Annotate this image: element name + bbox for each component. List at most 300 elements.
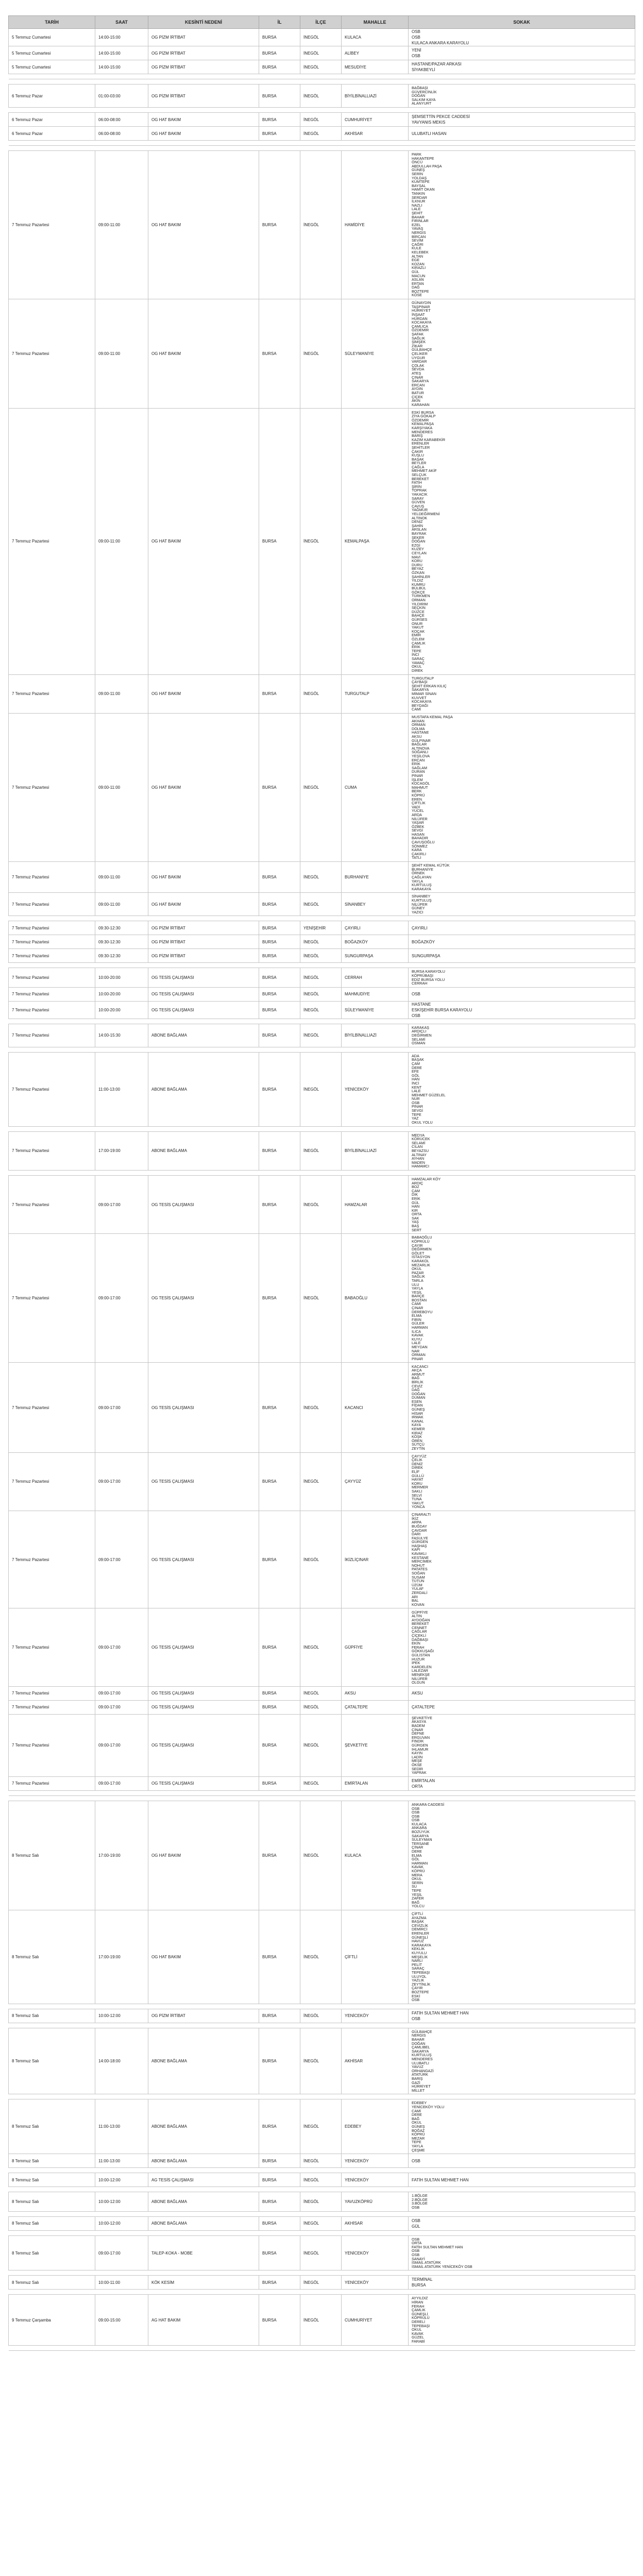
- street-name: KARDELEN: [412, 1664, 432, 1669]
- street-name: AKHAN: [412, 718, 425, 723]
- row-separator: [9, 1790, 635, 1795]
- date-cell: 7 Temmuz Pazartesi: [9, 1608, 95, 1686]
- street-name: ZERDALİ: [412, 1590, 428, 1595]
- province-cell: BURSA: [259, 1001, 300, 1019]
- street-cell: [409, 987, 635, 1001]
- street-name: BİRCAN: [412, 234, 426, 239]
- street-name: PATATES: [412, 1567, 428, 1572]
- street-cell: [409, 1363, 635, 1452]
- street-name: SERDAR: [412, 195, 427, 200]
- street-name: İKİZ: [412, 1516, 419, 1521]
- street-name: ÇİNAR: [412, 1727, 424, 1732]
- street-name: YULAF: [412, 1586, 424, 1591]
- street-name: KURTULUŞ: [412, 897, 432, 903]
- street-cell: [409, 2099, 635, 2154]
- province-cell: BURSA: [259, 1024, 300, 1047]
- reason-cell: OG HAT BAKIM: [148, 127, 259, 141]
- outage-schedule: [8, 15, 635, 2351]
- reason-cell: OG HAT BAKIM: [148, 674, 259, 713]
- table-row: [9, 1714, 635, 1776]
- separator-cell: [9, 963, 635, 968]
- street-name: HARMAN: [412, 1860, 428, 1866]
- date-cell: 7 Temmuz Pazartesi: [9, 1776, 95, 1790]
- street-name: MERA: [412, 1872, 422, 1877]
- street-name: BEYLER: [412, 461, 427, 466]
- street-name: İSMAİL ATATÜRK: [412, 2260, 441, 2265]
- date-cell: 8 Temmuz Salı: [9, 2235, 95, 2270]
- date-cell: 8 Temmuz Salı: [9, 2192, 95, 2211]
- province-cell: BURSA: [259, 113, 300, 127]
- time-cell: 09:30-12:30: [95, 935, 148, 949]
- street-name: ORTA: [412, 1784, 423, 1789]
- street-name: BAŞAK: [412, 456, 424, 462]
- neighborhood-cell: İKİZLİÇINAR: [342, 1511, 409, 1608]
- street-name: ZEYTİNLİK: [412, 1981, 431, 1987]
- street-name: BAĞBAŞI: [412, 86, 428, 91]
- district-cell: İNEGÖL: [300, 2216, 342, 2230]
- street-name: AYHAN: [412, 1156, 425, 1161]
- time-cell: 10:00-12:00: [95, 2173, 148, 2187]
- street-name: CEYLAN: [412, 550, 427, 555]
- street-name: OSB: [412, 2236, 420, 2242]
- street-name: TURGUTALP: [412, 675, 434, 681]
- street-name: SEDİR: [412, 1766, 423, 1771]
- street-name: ELMA: [412, 1313, 422, 1318]
- district-cell: İNEGÖL: [300, 1052, 342, 1126]
- street-name: CAMİ: [412, 1301, 421, 1307]
- street-name: TEPE: [412, 1112, 421, 1117]
- street-name: ÖZKAN: [412, 570, 425, 575]
- table-header: [9, 16, 635, 29]
- time-cell: 14:00-15:00: [95, 46, 148, 60]
- street-name: DURAN: [412, 769, 425, 774]
- street-name: KAVAK: [412, 1865, 424, 1870]
- street-name: DOĞAN: [412, 539, 426, 544]
- street-name: ÇAVDAR: [412, 1528, 427, 1533]
- street-name: KÖRÜCEK: [412, 1137, 430, 1142]
- street-name: BEYDAĞI: [412, 703, 428, 708]
- street-name: SAKARYA: [412, 379, 429, 384]
- street-name: ŞAFAK: [412, 332, 424, 337]
- street-name: ESKİ BURSA: [412, 410, 434, 415]
- time-cell: 14:00-18:00: [95, 2028, 148, 2094]
- street-name: PELİT: [412, 1962, 422, 1967]
- street-name: YAĞMUR: [412, 507, 428, 513]
- street-name: SERİN: [412, 172, 423, 177]
- separator-cell: [9, 2094, 635, 2099]
- street-cell: [409, 968, 635, 987]
- separator-cell: [9, 2211, 635, 2216]
- province-cell: BURSA: [259, 2216, 300, 2230]
- separator-cell: [9, 1790, 635, 1795]
- street-name: SÜLEYMAN: [412, 1837, 432, 1842]
- street-name: ARDA: [412, 812, 422, 817]
- province-cell: BURSA: [259, 151, 300, 299]
- street-name: HAN: [412, 1077, 420, 1082]
- street-name: BAĞ: [412, 1900, 420, 1905]
- street-cell: [409, 1131, 635, 1170]
- outage-table: [8, 15, 635, 2351]
- street-name: KESTANE: [412, 1555, 429, 1560]
- row-separator: [9, 2290, 635, 2295]
- time-cell: 11:00-13:00: [95, 2154, 148, 2168]
- street-name: KÖSE: [412, 293, 422, 298]
- separator-cell: [9, 1019, 635, 1024]
- street-name: KAVAK: [412, 2331, 424, 2336]
- neighborhood-cell: AKHİSAR: [342, 127, 409, 141]
- street-name: YAZ: [412, 1116, 419, 1121]
- table-row: [9, 2216, 635, 2230]
- date-cell: 7 Temmuz Pazartesi: [9, 1052, 95, 1126]
- street-name: ŞEMSETTİN PEKCE CADDESİ: [412, 114, 470, 119]
- row-separator: [9, 2187, 635, 2192]
- date-cell: 7 Temmuz Pazartesi: [9, 1024, 95, 1047]
- street-name: ÇAKIR: [412, 449, 423, 454]
- street-name: DENİZ: [412, 519, 423, 524]
- reason-cell: AG TESİS ÇALIŞMASI: [148, 2173, 259, 2187]
- street-cell: [409, 674, 635, 713]
- province-cell: BURSA: [259, 968, 300, 987]
- street-name: BAHADIR: [412, 836, 428, 841]
- reason-cell: OG HAT BAKIM: [148, 409, 259, 674]
- street-name: SALKIM KAYA: [412, 97, 436, 102]
- street-name: SAK: [412, 1215, 419, 1221]
- street-name: TEPEBAŞI: [412, 1970, 430, 1975]
- street-name: BURSA KARAYOLU: [412, 969, 445, 974]
- street-name: GÜLİSTAN: [412, 1653, 430, 1658]
- district-cell: İNEGÖL: [300, 29, 342, 46]
- province-cell: BURSA: [259, 409, 300, 674]
- street-name: ŞEHİT ERKAN KILIÇ: [412, 683, 447, 688]
- street-name: MEZAR: [412, 2136, 425, 2141]
- time-cell: 10:00-12:00: [95, 2009, 148, 2023]
- street-name: GÜLPINAR: [412, 738, 431, 743]
- street-name: CENNET: [412, 1625, 427, 1630]
- neighborhood-cell: YENİCEKÖY: [342, 2276, 409, 2290]
- district-cell: İNEGÖL: [300, 2154, 342, 2168]
- street-name: ZEYTİN: [412, 1446, 425, 1451]
- street-name: ALANYURT: [412, 101, 432, 106]
- street-name: ÖRNEK: [412, 871, 425, 876]
- street-name: HASTANE: [412, 1002, 431, 1007]
- street-name: MEHMET GÜZELEL: [412, 1092, 446, 1097]
- street-name: KUZEY: [412, 547, 424, 552]
- street-name: SEVİM: [412, 238, 424, 243]
- district-cell: İNEGÖL: [300, 1363, 342, 1452]
- time-cell: 09:00-11:00: [95, 674, 148, 713]
- district-cell: İNEGÖL: [300, 862, 342, 893]
- street-name: HAYAT: [412, 1477, 424, 1482]
- neighborhood-cell: YAVUZKÖPRÜ: [342, 2192, 409, 2211]
- street-name: YAZICI: [412, 909, 424, 914]
- street-name: İPEK: [412, 1660, 420, 1666]
- street-name: 2.BÖLGE: [412, 2197, 428, 2202]
- time-cell: 09:00-11:00: [95, 299, 148, 409]
- street-name: FATİH SULTAN MEHMET HAN: [412, 2244, 463, 2249]
- reason-cell: OG PİZM İRTİBAT: [148, 935, 259, 949]
- separator-cell: [9, 1170, 635, 1175]
- street-name: KARAKAYA: [412, 1942, 431, 1947]
- street-name: ARMUT: [412, 1371, 425, 1377]
- neighborhood-cell: KULACA: [342, 1801, 409, 1910]
- reason-cell: OG HAT BAKIM: [148, 1801, 259, 1910]
- street-name: İNŞAAT: [412, 312, 425, 317]
- date-cell: 8 Temmuz Salı: [9, 2099, 95, 2154]
- street-name: GÜNEŞLİ: [412, 1935, 428, 1940]
- street-name: KIRAZ: [412, 1430, 423, 1435]
- street-name: KUMTEPE: [412, 179, 430, 184]
- street-cell: [409, 1686, 635, 1700]
- street-name: OSB: [412, 1814, 420, 1819]
- street-name: SEVGİ: [412, 1108, 423, 1113]
- separator-cell: [9, 2270, 635, 2276]
- street-name: ZİKAR: [412, 343, 423, 348]
- date-cell: 8 Temmuz Salı: [9, 1801, 95, 1910]
- street-name: MEZARLIK: [412, 1262, 430, 1267]
- street-name: GÜRSES: [412, 617, 428, 622]
- reason-cell: ABONE BAĞLAMA: [148, 1131, 259, 1170]
- district-cell: İNEGÖL: [300, 1234, 342, 1363]
- date-cell: 8 Temmuz Salı: [9, 1910, 95, 2004]
- separator-cell: [9, 1047, 635, 1052]
- street-name: BÜLBÜL: [412, 586, 426, 591]
- street-name: GÜLBAHÇE: [412, 2029, 432, 2034]
- province-cell: BURSA: [259, 2295, 300, 2345]
- table-row: [9, 29, 635, 46]
- street-name: KARAKAYA: [412, 886, 431, 891]
- neighborhood-cell: BİYİLBİNALLIAZİ: [342, 84, 409, 108]
- neighborhood-cell: BABAOĞLU: [342, 1234, 409, 1363]
- column-header-street: SOKAK: [409, 16, 635, 29]
- street-name: KAVAK: [412, 1333, 424, 1338]
- street-name: KOCAKAYA: [412, 320, 432, 325]
- province-cell: BURSA: [259, 2235, 300, 2270]
- street-name: MEHMET AKİF: [412, 468, 437, 473]
- street-name: ÇINAR: [412, 375, 424, 380]
- street-name: ERCAN: [412, 757, 425, 762]
- table-row: [9, 968, 635, 987]
- street-name: CERRAH: [412, 981, 428, 986]
- district-cell: İNEGÖL: [300, 1801, 342, 1910]
- street-name: ŞEKER: [412, 535, 425, 540]
- province-cell: BURSA: [259, 2099, 300, 2154]
- table-row: [9, 987, 635, 1001]
- time-cell: 17:00-19:00: [95, 1131, 148, 1170]
- street-name: BEREKET: [412, 1621, 429, 1626]
- district-cell: İNEGÖL: [300, 60, 342, 74]
- province-cell: BURSA: [259, 949, 300, 963]
- street-name: OLGUN: [412, 1680, 425, 1685]
- street-name: NOHUT: [412, 1563, 425, 1568]
- street-name: ALTINOVA: [412, 745, 430, 751]
- time-cell: 09:00-11:00: [95, 151, 148, 299]
- street-name: YAYLA: [412, 1286, 424, 1291]
- time-cell: 10:00-20:00: [95, 1001, 148, 1019]
- street-name: ÇEŞME: [412, 2147, 425, 2153]
- street-name: ÇAYIR: [412, 1243, 423, 1248]
- street-name: FARABİ: [412, 2338, 425, 2344]
- table-row: [9, 2276, 635, 2290]
- street-name: ORMAN: [412, 598, 426, 603]
- street-name: MADEN: [412, 1160, 425, 1165]
- reason-cell: OG TESİS ÇALIŞMASI: [148, 1714, 259, 1776]
- street-cell: [409, 1511, 635, 1608]
- street-name: KÖPRÜ: [412, 2132, 425, 2137]
- street-name: HARMAN: [412, 1325, 428, 1330]
- time-cell: 09:00-15:00: [95, 2295, 148, 2345]
- province-cell: BURSA: [259, 2276, 300, 2290]
- street-name: ÜZÜM: [412, 1582, 422, 1587]
- neighborhood-cell: CUMHURİYET: [342, 113, 409, 127]
- date-cell: 7 Temmuz Pazartesi: [9, 862, 95, 893]
- table-row: [9, 921, 635, 935]
- street-name: OKUL: [412, 2327, 422, 2332]
- street-name: KOÇAK: [412, 629, 425, 634]
- neighborhood-cell: BURHANİYE: [342, 862, 409, 893]
- street-name: ÇAĞRI: [412, 242, 424, 247]
- street-name: GÖKÇE: [412, 589, 425, 595]
- province-cell: BURSA: [259, 2192, 300, 2211]
- street-name: BİRLİK: [412, 1379, 424, 1384]
- province-cell: BURSA: [259, 46, 300, 60]
- street-name: SARAY: [412, 496, 424, 501]
- street-name: SELAMİ: [412, 1140, 426, 1145]
- street-name: GÜL: [412, 2224, 420, 2229]
- street-name: OSMAN: [412, 1041, 426, 1046]
- street-name: ESKİŞEHİR BURSA KARAYOLU: [412, 1007, 472, 1012]
- street-name: MİLLET: [412, 2088, 425, 2093]
- row-separator: [9, 1019, 635, 1024]
- street-name: LALE: [412, 1089, 421, 1094]
- row-separator: [9, 1795, 635, 1801]
- date-cell: 7 Temmuz Pazartesi: [9, 1131, 95, 1170]
- street-name: SİYAKBEYLİ: [412, 67, 435, 72]
- street-name: DEMİRCİ: [412, 1927, 428, 1932]
- street-name: İLKNUR: [412, 199, 426, 204]
- street-name: NİLÜFER: [412, 902, 428, 907]
- district-cell: İNEGÖL: [300, 893, 342, 916]
- street-name: EGE: [412, 258, 420, 263]
- time-cell: 06:00-08:00: [95, 127, 148, 141]
- district-cell: İNEGÖL: [300, 713, 342, 861]
- column-header-province: İL: [259, 16, 300, 29]
- table-row: [9, 935, 635, 949]
- province-cell: BURSA: [259, 1700, 300, 1714]
- street-name: TEPE: [412, 648, 421, 653]
- street-name: KAZIM KARABEKİR: [412, 437, 446, 442]
- street-name: GÜNEY: [412, 906, 425, 911]
- street-name: EZEL: [412, 222, 421, 227]
- province-cell: BURSA: [259, 2154, 300, 2168]
- street-name: FIRIN: [412, 1317, 421, 1322]
- row-separator: [9, 79, 635, 84]
- time-cell: 09:00-17:00: [95, 1175, 148, 1233]
- province-cell: BURSA: [259, 1175, 300, 1233]
- time-cell: 09:00-17:00: [95, 1714, 148, 1776]
- street-name: ONUR: [412, 621, 423, 626]
- table-row: [9, 713, 635, 861]
- street-name: BOSTAN: [412, 1297, 427, 1302]
- neighborhood-cell: CERRAH: [342, 968, 409, 987]
- street-name: ÖREN: [412, 1438, 422, 1443]
- province-cell: BURSA: [259, 84, 300, 108]
- reason-cell: ABONE BAĞLAMA: [148, 2154, 259, 2168]
- row-separator: [9, 2094, 635, 2099]
- separator-cell: [9, 2345, 635, 2350]
- street-name: ÇELİK: [412, 1458, 422, 1463]
- street-name: NUR: [412, 1096, 420, 1101]
- district-cell: İNEGÖL: [300, 987, 342, 1001]
- street-name: EKİN: [412, 1641, 420, 1646]
- street-name: YAKUT: [412, 625, 424, 630]
- street-name: ÇAMLICA: [412, 324, 428, 329]
- separator-cell: [9, 2023, 635, 2028]
- street-name: ORMAN: [412, 722, 426, 727]
- table-row: [9, 1801, 635, 1910]
- street-name: OSB: [412, 2205, 420, 2210]
- street-cell: [409, 1608, 635, 1686]
- date-cell: 8 Temmuz Salı: [9, 2216, 95, 2230]
- district-cell: YENİŞEHİR: [300, 921, 342, 935]
- street-name: ÖNCÜ: [412, 160, 423, 165]
- street-name: ERİK: [412, 761, 420, 767]
- street-name: DEĞİRMEN: [412, 1032, 432, 1038]
- date-cell: 8 Temmuz Salı: [9, 2173, 95, 2187]
- street-name: KÖPRÜBAŞI: [412, 973, 433, 978]
- street-name: KULACA: [412, 1821, 427, 1826]
- separator-cell: [9, 74, 635, 79]
- street-name: KEKLİK: [412, 1946, 425, 1952]
- street-name: KARŞIYAKA: [412, 425, 433, 430]
- street-name: GÜLBAHÇE: [412, 347, 432, 352]
- street-name: YAKUT: [412, 1500, 424, 1505]
- street-name: KAYIN: [412, 1751, 423, 1756]
- street-name: ARPA: [412, 1520, 422, 1525]
- row-separator: [9, 1126, 635, 1131]
- street-name: ÇATALTEPE: [412, 1705, 435, 1710]
- district-cell: İNEGÖL: [300, 151, 342, 299]
- province-cell: BURSA: [259, 862, 300, 893]
- street-name: DEREBOYU: [412, 1309, 433, 1314]
- street-name: YAKACIK: [412, 492, 428, 497]
- reason-cell: AG HAT BAKIM: [148, 2295, 259, 2345]
- time-cell: 11:00-13:00: [95, 1052, 148, 1126]
- street-name: NİLÜFER: [412, 1676, 428, 1681]
- neighborhood-cell: GÜPFİYE: [342, 1608, 409, 1686]
- street-name: AKÇA: [412, 1368, 422, 1373]
- street-name: BAHAR: [412, 2037, 425, 2042]
- street-name: BAĞLAR: [412, 742, 427, 747]
- street-name: KORU: [412, 558, 422, 564]
- street-name: HAKANTEPE: [412, 156, 434, 161]
- street-name: KENT: [412, 1084, 422, 1090]
- reason-cell: ABONE BAĞLAMA: [148, 1024, 259, 1047]
- street-name: GÜNEŞ: [412, 2124, 425, 2129]
- street-name: SU: [412, 1884, 417, 1889]
- street-name: MEŞELİK: [412, 1954, 428, 1959]
- row-separator: [9, 2270, 635, 2276]
- street-name: ÇİFTLİ: [412, 1911, 423, 1917]
- district-cell: İNEGÖL: [300, 935, 342, 949]
- column-header-district: İLÇE: [300, 16, 342, 29]
- street-name: HASAN: [412, 832, 425, 837]
- street-name: ADA: [412, 1053, 419, 1058]
- street-name: KIR: [412, 1208, 418, 1213]
- street-name: ATATÜRK: [412, 2072, 428, 2077]
- street-name: SELÇUK: [412, 472, 427, 478]
- street-name: MEŞE: [412, 1758, 422, 1764]
- table-row: [9, 1686, 635, 1700]
